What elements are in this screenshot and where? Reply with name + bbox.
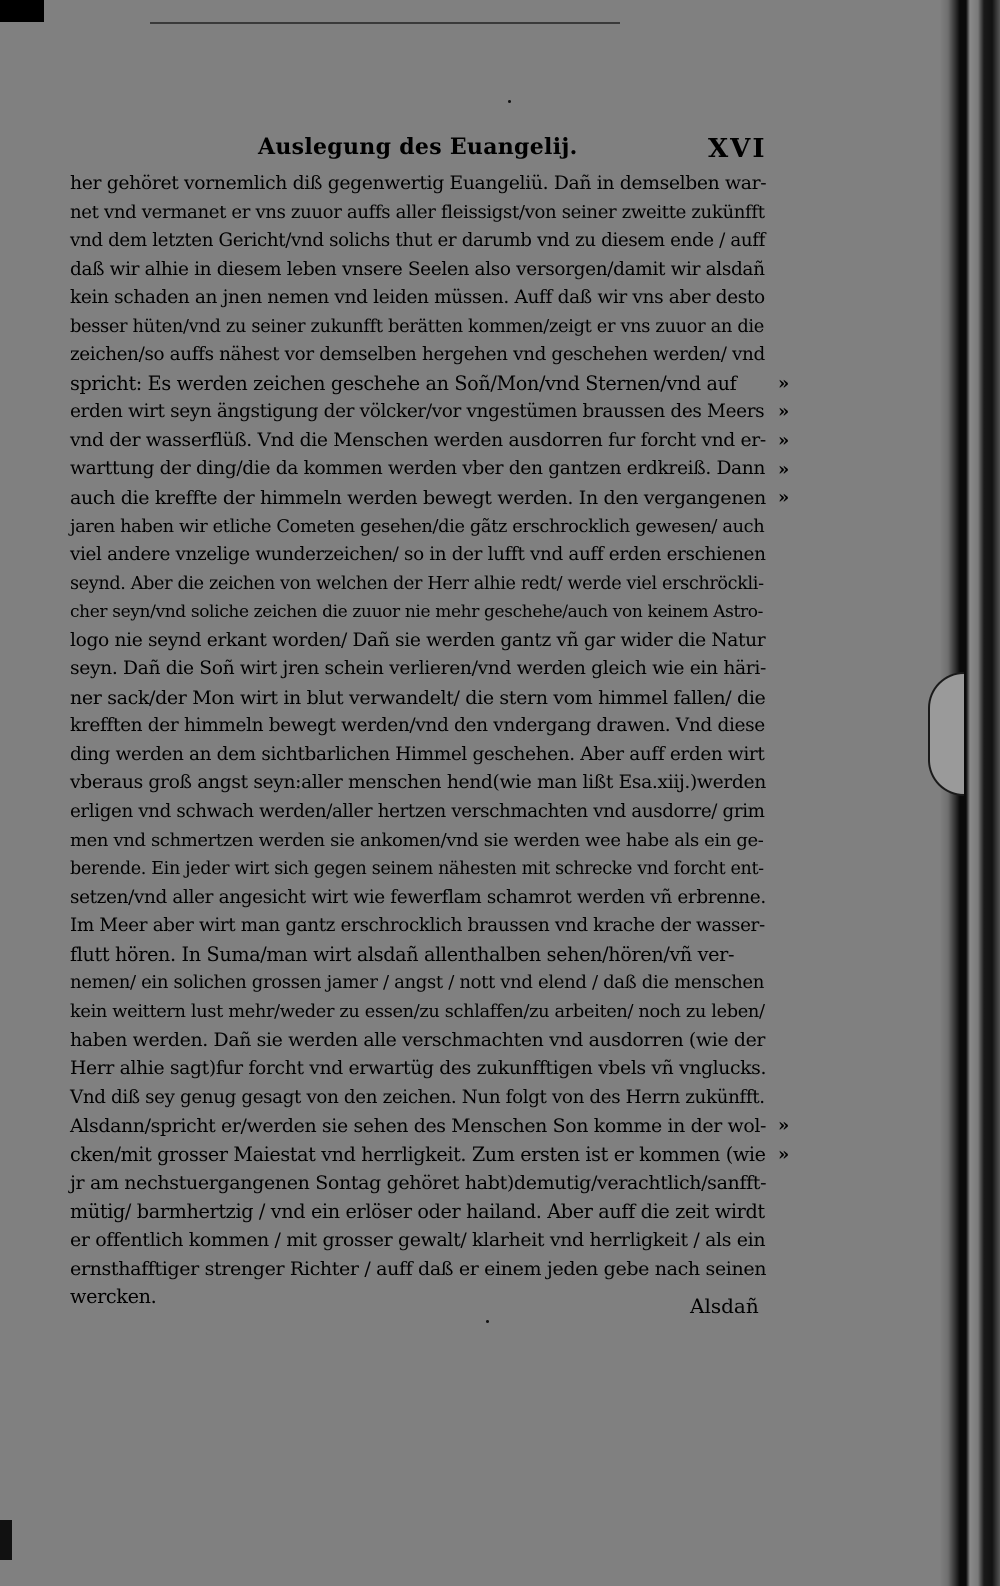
text-line: erden wirt seyn ängstigung der völcker/vor vngestümen braussen des Meers [70,401,765,423]
text-line: logo nie seynd erkant worden/ Dañ sie werden gantz vñ gar wider die Natur [70,629,766,651]
text-line: vberaus groß angst seyn:aller menschen hend(wie man lißt Esa.xiij.)werden [70,772,766,794]
text-line: Im Meer aber wirt man gantz erschrocklich braussen vnd krache der wasser- [70,915,765,937]
text-line: erligen vnd schwach werden/aller hertzen verschmachten vnd ausdorre/ grim [70,801,765,823]
scan-speck [508,100,511,103]
quote-mark: » [778,1115,790,1137]
text-line: her gehöret vornemlich diß gegenwertig Euangeliü. Dañ in demselben war- [70,173,767,194]
text-line: haben werden. Dañ sie werden alle verschmachten vnd ausdorren (wie der [70,1029,766,1052]
text-line: kein weittern lust mehr/weder zu essen/zu schlaffen/zu arbeiten/ noch zu leben/ [70,1001,765,1022]
text-line: er offentlich kommen / mit grosser gewalt/ klarheit vnd herrligkeit / als ein [70,1229,766,1252]
text-line: vnd der wasserflüß. Vnd die Menschen werden ausdorren fur forcht vnd er- [70,429,766,451]
text-line: ding werden an dem sichtbarlichen Himmel geschehen. Aber auff erden wirt [70,743,765,765]
text-line: auch die kreffte der himmeln werden bewegt werden. In den vergangenen [70,487,766,510]
text-line: net vnd vermanet er vns zuuor auffs aller fleissigst/von seiner zweitte zukünfft [70,201,765,223]
folio-number: XVI [708,134,767,164]
quote-mark: » [778,372,790,394]
text-line: nemen/ ein solichen grossen jamer / angst / nott vnd elend / daß die menschen [70,972,765,994]
quote-mark: » [778,487,790,509]
catchword: Alsdañ [690,1294,759,1318]
text-line: daß wir alhie in diesem leben vnsere Seelen also versorgen/damit wir alsdañ [70,258,765,280]
page-edge-tab [928,672,964,796]
text-line: besser hüten/vnd zu seiner zukunfft berätten kommen/zeigt er vns zuuor an die [70,315,764,337]
text-line: krefften der himmeln bewegt werden/vnd den vndergang drawen. Vnd diese [70,715,765,737]
text-line: mütig/ barmhertzig / vnd ein erlöser oder hailand. Aber auff die zeit wirdt [70,1199,765,1223]
text-line: flutt hören. In Suma/man wirt alsdañ allenthalben sehen/hören/vñ ver- [70,942,735,966]
scan-edge-mark [0,1520,12,1560]
text-line: berende. Ein jeder wirt sich gegen seinem nähesten mit schrecke vnd forcht ent- [70,859,764,880]
text-line: men vnd schmertzen werden sie ankomen/vnd sie werden wee habe als ein ge- [70,829,764,851]
scan-speck [486,1320,489,1323]
text-line: vnd dem letzten Gericht/vnd solichs thut er darumb vnd zu diesem ende / auff [70,230,766,252]
text-line: warttung der ding/die da kommen werden vber den gantzen erdkreiß. Dann [70,458,766,480]
text-line: jr am nechstuergangenen Sontag gehöret habt)demutig/verachtlich/sanfft- [70,1172,767,1195]
text-line: cken/mit grosser Maiestat vnd herrligkeit. Zum ersten ist er kommen (wie [70,1142,766,1166]
scan-corner-mark [0,0,44,22]
text-line: seynd. Aber die zeichen von welchen der Herr alhie redt/ werde viel erschröckli- [70,573,764,594]
text-line: cher seyn/vnd soliche zeichen die zuuor nie mehr geschehe/auch von keinem Astro- [70,602,764,623]
text-line: viel andere vnzelige wunderzeichen/ so in der lufft vnd auff erden erschienen [70,544,766,566]
text-line: ner sack/der Mon wirt in blut verwandelt/ die stern vom himmel fallen/ die [70,686,766,709]
text-line: spricht: Es werden zeichen geschehe an Soñ/Mon/vnd Sternen/vnd auf [70,371,737,395]
text-line: jaren haben wir etliche Cometen gesehen/die gãtz erschrocklich gewesen/ auch [70,516,765,537]
text-line: zeichen/so auffs nähest vor demselben hergehen vnd geschehen werden/ vnd [70,344,765,366]
text-line: ernsthafftiger strenger Richter / auff daß er einem jeden gebe nach seinen [70,1257,767,1280]
text-line: Herr alhie sagt)fur forcht vnd erwartüg des zukunfftigen vbels vñ vnglucks. [70,1057,767,1079]
body-text [70,170,770,1312]
quote-mark: » [778,429,790,451]
quote-mark: » [778,1143,790,1165]
running-head: Auslegung des Euangelij. [258,134,578,160]
text-line: Vnd diß sey genug gesagt von den zeichen. Nun folgt von des Herrn zukünfft. [70,1086,765,1108]
scan-top-line [150,22,620,24]
text-line: setzen/vnd aller angesicht wirt wie fewerflam schamrot werden vñ erbrenne. [70,886,766,908]
text-line: Alsdann/spricht er/werden sie sehen des Menschen Son komme in der wol- [70,1115,767,1138]
text-line: seyn. Dañ die Soñ wirt jren schein verlieren/vnd werden gleich wie ein häri- [70,658,766,680]
text-line: wercken. [70,1285,157,1309]
text-line: kein schaden an jnen nemen vnd leiden müssen. Auff daß wir vns aber desto [70,287,765,309]
quote-mark: » [778,458,790,480]
quote-mark: » [778,401,790,423]
